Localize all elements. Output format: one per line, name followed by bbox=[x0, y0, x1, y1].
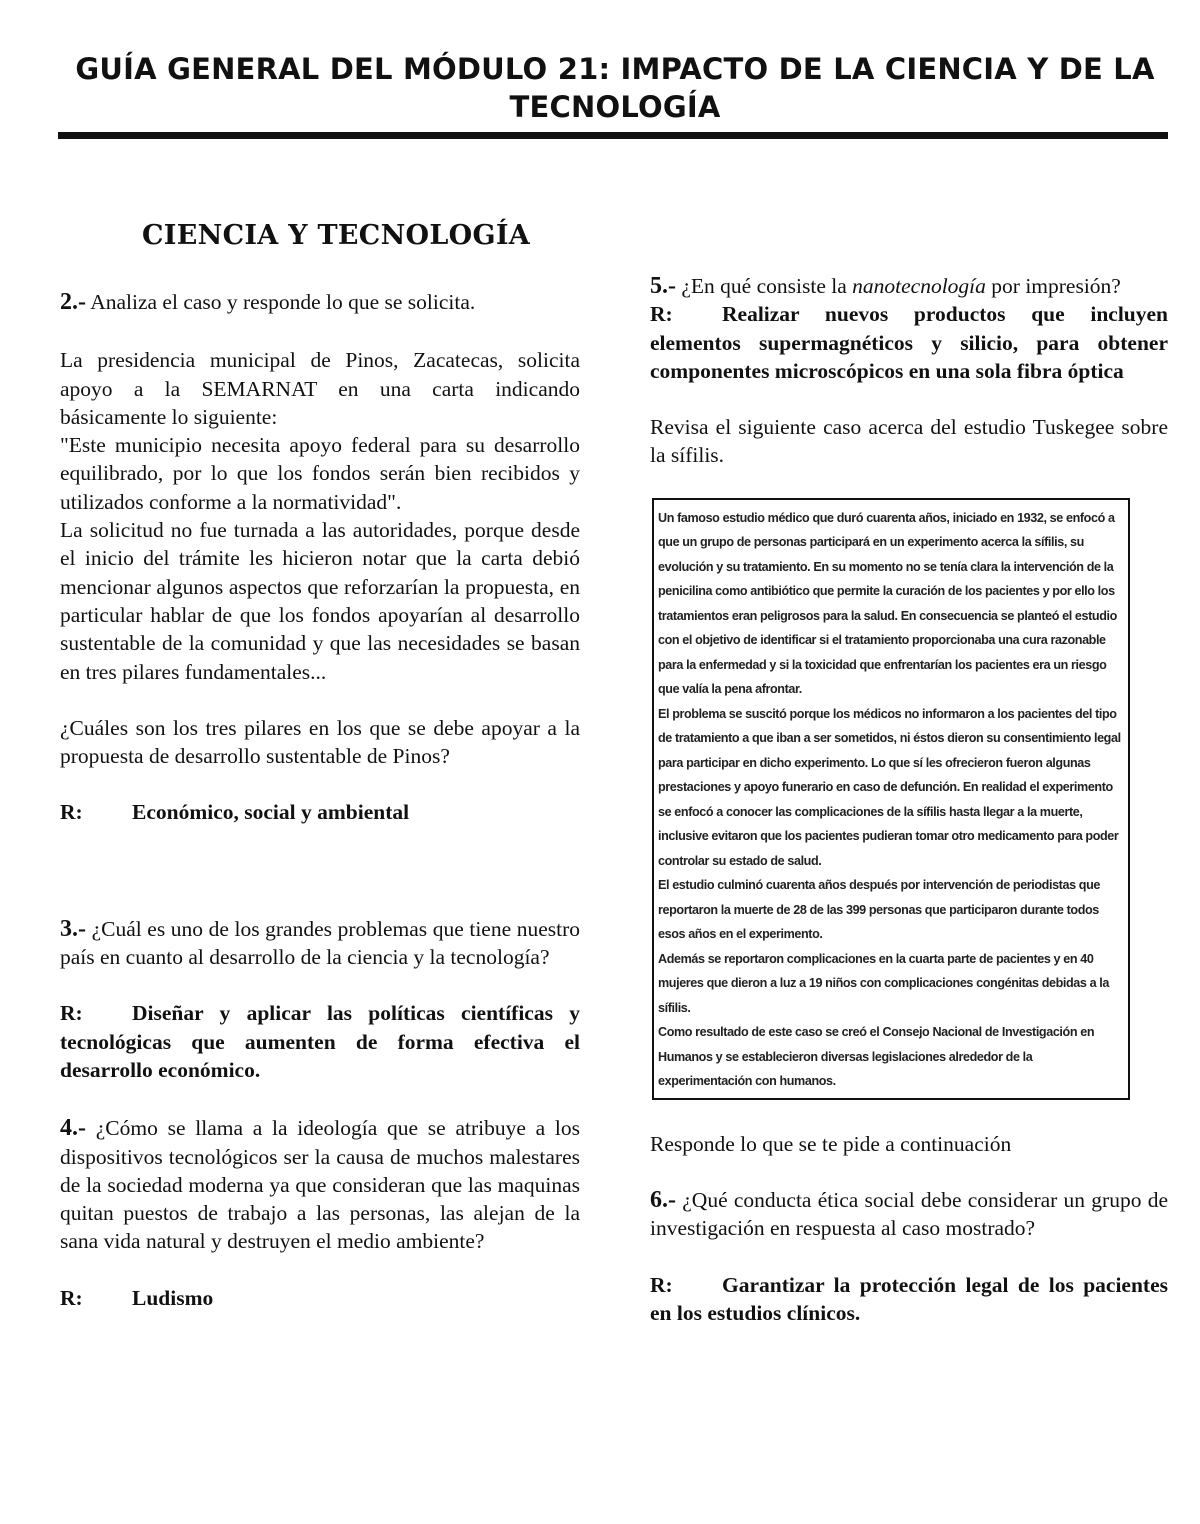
q5-answer: Realizar nuevos productos que incluyen elementos supermagnéticos y silicio, para obtener componentes microscópicos en una sola fibra óptica bbox=[650, 302, 1168, 383]
case-box-paragraph-4: Además se reportaron complicaciones en la cuarta parte de pacientes y en 40 mujeres que dieron a luz a 19 niños con complicaciones congénitas debidas a la sífilis. bbox=[658, 951, 1110, 1015]
q3-question-row bbox=[60, 915, 580, 972]
q5-question-after: por impresión? bbox=[991, 274, 1121, 298]
q2-answer-label: R: bbox=[60, 800, 83, 825]
q2-answer: Económico, social y ambiental bbox=[132, 800, 410, 825]
q6-answer-row bbox=[650, 1271, 1168, 1328]
page-title bbox=[60, 50, 1170, 126]
case-box-paragraph-5: Como resultado de este caso se creó el Consejo Nacional de Investigación en Humanos y se establecieron diversas legislaciones alrededor de la experimentación con humanos. bbox=[658, 1025, 1095, 1089]
case-box-paragraph-2: El problema se suscitó porque los médicos no informaron a los pacientes del tipo de tratamiento a que iban a ser sometidos, ni éstos dieron su consentimiento legal para participar en dicho experimento. Lo que sí les ofrecieron fueron algunas prestaciones y apoyo funerario en caso de defunción. En realidad el experimento se enfocó a conocer las complicaciones de la sífilis hasta llegar a la muerte, inclusive evitaron que los pacientes pudieran tomar otro medicamento para poder controlar su estado de salud. bbox=[658, 706, 1121, 868]
q4-question: ¿Cómo se llama a la ideología que se atribuye a los dispositivos tecnológicos ser la causa de muchos malestares de la sociedad moderna ya que consideran que las maquinas quitan puestos de trabajo a las personas, las alejan de la sana vida natural y destruyen el medio ambiente? bbox=[60, 1116, 580, 1254]
q5-question-before: ¿En qué consiste la bbox=[681, 274, 847, 298]
right-column bbox=[650, 272, 1168, 1327]
respond-prompt: Responde lo que se te pide a continuación bbox=[650, 1131, 1012, 1156]
q3-answer-row bbox=[60, 999, 580, 1084]
q5-answer-row bbox=[650, 300, 1168, 385]
q4-number: 4.- bbox=[60, 1115, 86, 1142]
q3-question: ¿Cuál es uno de los grandes problemas que tiene nuestro país en cuanto al desarrollo de la ciencia y la tecnología? bbox=[60, 916, 580, 970]
q5-question-row bbox=[650, 272, 1168, 300]
q4-answer-row bbox=[60, 1284, 580, 1312]
section-title: CIENCIA Y TECNOLOGÍA bbox=[142, 220, 531, 251]
q2-question: ¿Cuáles son los tres pilares en los que se debe apoyar a la propuesta de desarrollo sustentable de Pinos? bbox=[60, 715, 580, 769]
q6-question-row bbox=[650, 1186, 1168, 1243]
q5-question-term: nanotecnología bbox=[852, 274, 986, 298]
q6-answer: Garantizar la protección legal de los pacientes en los estudios clínicos. bbox=[650, 1272, 1168, 1325]
q3-answer: Diseñar y aplicar las políticas científicas y tecnológicas que aumenten de forma efectiva el desarrollo económico. bbox=[60, 1001, 580, 1082]
q5-answer-label: R: bbox=[650, 302, 673, 327]
page-title-line-1: GUÍA GENERAL DEL MÓDULO 21: IMPACTO DE LA CIENCIA Y DE LA bbox=[75, 52, 1155, 86]
q6-question: ¿Qué conducta ética social debe considerar un grupo de investigación en respuesta al caso mostrado? bbox=[650, 1188, 1168, 1241]
q2-case-paragraph-3: La solicitud no fue turnada a las autoridades, porque desde el inicio del trámite les hicieron notar que la carta debió mencionar algunos aspectos que reforzarían la propuesta, en particular hablar de que los fondos apoyarían al desarrollo sustentable de la comunidad y que las necesidades se basan en tres pilares fundamentales... bbox=[60, 518, 580, 684]
title-rule bbox=[58, 132, 1168, 139]
case-box bbox=[652, 498, 1130, 1100]
q3-number: 3.- bbox=[60, 915, 86, 942]
page-title-line-2: TECNOLOGÍA bbox=[509, 90, 721, 124]
left-column bbox=[60, 288, 580, 1312]
q2-number: 2.- bbox=[60, 289, 86, 315]
q4-answer: Ludismo bbox=[132, 1285, 214, 1310]
q2-answer-row bbox=[60, 798, 580, 826]
q4-question-row bbox=[60, 1114, 580, 1255]
q2-case-paragraph-1: La presidencia municipal de Pinos, Zacatecas, solicita apoyo a la SEMARNAT en una carta indicando básicamente lo siguiente: bbox=[60, 348, 580, 429]
q2-case-paragraph-2: "Este municipio necesita apoyo federal para su desarrollo equilibrado, por lo que los fondos serán bien recibidos y utilizados conforme a la normatividad". bbox=[60, 433, 580, 514]
q6-answer-label: R: bbox=[650, 1272, 673, 1297]
q3-answer-label: R: bbox=[60, 1001, 83, 1026]
q4-answer-label: R: bbox=[60, 1285, 83, 1310]
q5-number: 5.- bbox=[650, 273, 676, 299]
q6-number: 6.- bbox=[650, 1187, 676, 1214]
q2-prompt bbox=[60, 288, 580, 316]
case-box-paragraph-1: Un famoso estudio médico que duró cuarenta años, iniciado en 1932, se enfocó a que un grupo de personas participará en un experimento acerca la sífilis, su evolución y su tratamiento. En su momento no se tenía clara la intervención de la penicilina como antibiótico que permite la curación de los pacientes y por ello los tratamientos eran peligrosos para la salud. En consecuencia se planteó el estudio con el objetivo de identificar si el tratamiento proporcionaba una cura razonable para la enfermedad y si la toxicidad que enfrentarían los pacientes era un riesgo que valía la pena afrontar. bbox=[658, 510, 1117, 697]
q2-prompt-text: Analiza el caso y responde lo que se solicita. bbox=[90, 290, 476, 314]
case-intro: Revisa el siguiente caso acerca del estudio Tuskegee sobre la sífilis. bbox=[650, 415, 1168, 468]
case-box-paragraph-3: El estudio culminó cuarenta años después por intervención de periodistas que reportaron la muerte de 28 de las 399 personas que participaron durante todos esos años en el experimento. bbox=[658, 878, 1100, 942]
